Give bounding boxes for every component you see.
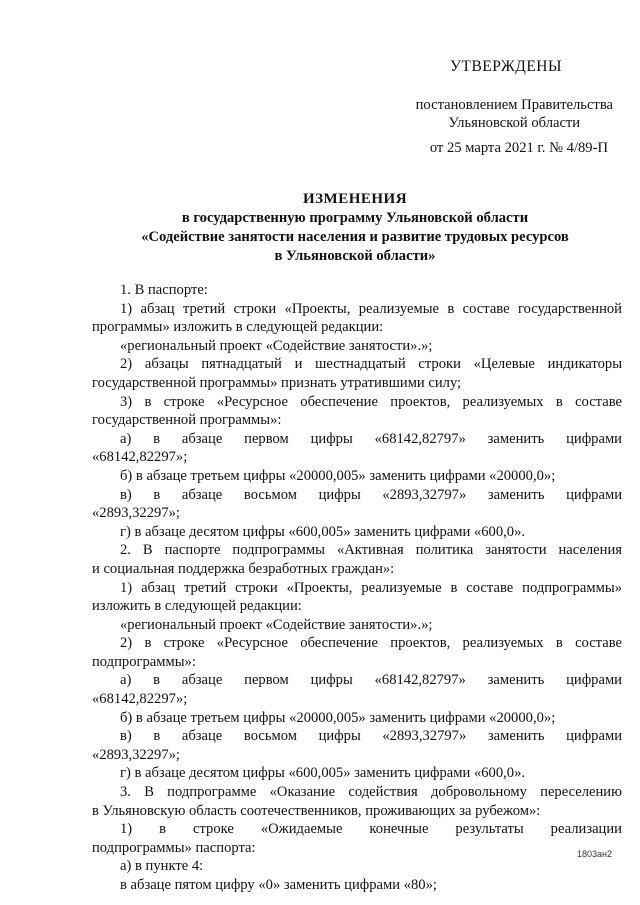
approval-date-number: от 25 марта 2021 г. № 4/89-П (429, 140, 608, 156)
heading-title: ИЗМЕНЕНИЯ (302, 191, 408, 207)
body-line: 3) в строке «Ресурсное обеспечение проектов, реализуемых в составе (120, 393, 622, 410)
body-line: в) в абзаце восьмом цифры «2893,32797» заменить цифрами (120, 728, 622, 745)
body-line: «68142,82297»; (92, 691, 188, 708)
body-line: а) в пункте 4: (120, 858, 204, 875)
body-line: в абзаце пятом цифру «0» заменить цифрами «80»; (120, 877, 437, 893)
heading-line1: в государственную программу Ульяновской области (181, 210, 529, 226)
body-line: г) в абзаце десятом цифры «600,005» заменить цифрами «600,0». (120, 765, 526, 782)
body-line: «2893,32297»; (92, 505, 180, 522)
body-line: 1) абзац третий строки «Проекты, реализуемые в составе государственной (120, 300, 622, 317)
body-line: 1. В паспорте: (120, 282, 208, 298)
body-line: «региональный проект «Содействие занятости».»; (120, 337, 433, 354)
body-line: 2. В паспорте подпрограммы «Активная политика занятости населения (120, 542, 622, 559)
body-line: «68142,82297»; (92, 449, 188, 466)
approval-authority-line2: Ульяновской области (448, 115, 581, 131)
body-line: б) в абзаце третьем цифры «20000,005» заменить цифрами «20000,0»; (120, 467, 556, 484)
body-line: 1) абзац третий строки «Проекты, реализуемые в составе подпрограммы» (120, 579, 622, 596)
heading-line3: в Ульяновской области» (274, 248, 436, 264)
document-body (92, 281, 622, 895)
body-line: 2) в строке «Ресурсное обеспечение проектов, реализуемых в составе (120, 635, 622, 652)
body-line: и социальная поддержка безработных граждан»: (92, 560, 395, 577)
body-line: 1) в строке «Ожидаемые конечные результаты реализации (120, 821, 622, 838)
body-line: в) в абзаце восьмом цифры «2893,32797» заменить цифрами (120, 486, 622, 503)
body-line: б) в абзаце третьем цифры «20000,005» заменить цифрами «20000,0»; (120, 709, 556, 726)
body-line: 3. В подпрограмме «Оказание содействия добровольному переселению (120, 784, 622, 801)
body-line: «региональный проект «Содействие занятости».»; (120, 616, 433, 633)
body-line: государственной программы»: (92, 412, 282, 429)
body-line: 2) абзацы пятнадцатый и шестнадцатый строки «Целевые индикаторы (120, 356, 622, 373)
heading-line2: «Содействие занятости населения и развитие трудовых ресурсов (141, 229, 569, 245)
body-line: подпрограммы» паспорта: (92, 839, 256, 856)
body-line: а) в абзаце первом цифры «68142,82797» заменить цифрами (120, 430, 622, 447)
document-heading (90, 190, 620, 266)
approval-authority-line1: постановлением Правительства (415, 97, 613, 113)
body-line: государственной программы» признать утратившими силу; (92, 374, 462, 391)
body-line: программы» изложить в следующей редакции: (92, 319, 384, 336)
body-line: «2893,32297»; (92, 746, 180, 763)
approval-status: УТВЕРЖДЕНЫ (450, 58, 562, 75)
body-line: изложить в следующей редакции: (92, 598, 302, 615)
body-line: а) в абзаце первом цифры «68142,82797» заменить цифрами (120, 672, 622, 689)
body-line: г) в абзаце десятом цифры «600,005» заменить цифрами «600,0». (120, 523, 526, 540)
document-code: 1803ан2 (576, 849, 612, 859)
body-line: подпрограммы»: (92, 653, 196, 670)
approval-authority (416, 96, 613, 132)
body-line: в Ульяновскую область соотечественников, проживающих за рубежом»: (92, 802, 541, 819)
